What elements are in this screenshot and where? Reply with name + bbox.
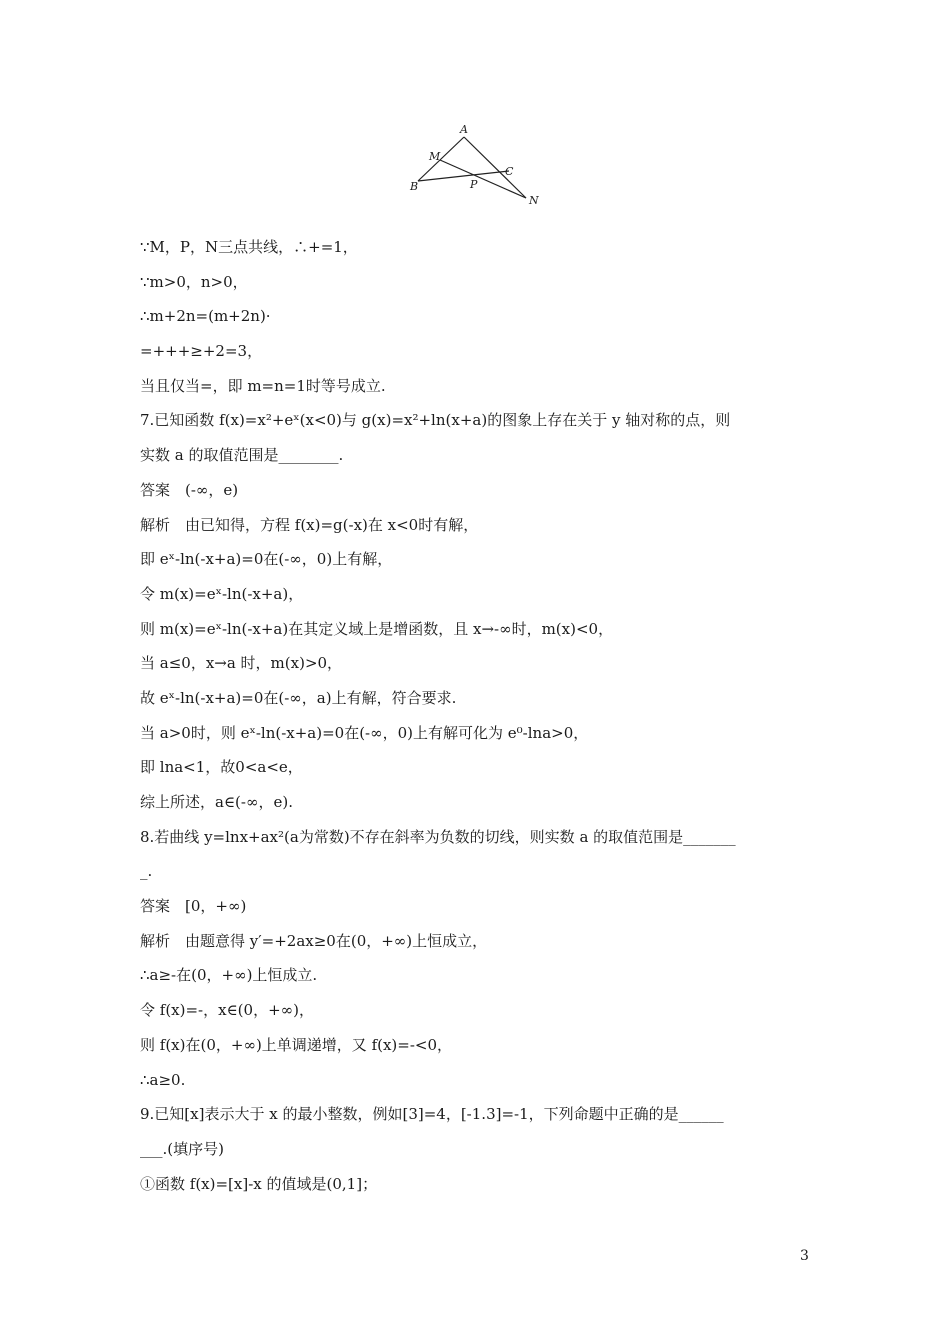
text-line: ∵M，P，N三点共线，∴+=1， <box>140 238 358 256</box>
label-B: B <box>410 180 419 193</box>
text-line: 即 lna<1，故0<a<e， <box>140 758 303 777</box>
label-C: C <box>505 165 514 178</box>
text-line: 当且仅当=，即 m=n=1时等号成立. <box>140 376 386 395</box>
triangle-diagram <box>405 118 555 210</box>
label-M: M <box>429 150 441 163</box>
text-line: ∵m>0，n>0， <box>140 272 248 291</box>
question-7: 7.已知函数 f(x)=x²+eˣ(x<0)与 g(x)=x²+ln(x+a)的图象上存在关于 y 轴对称的点，则 <box>140 411 731 430</box>
segment-AB <box>418 137 464 181</box>
text-line: 故 eˣ-ln(-x+a)=0在(-∞，a)上有解，符合要求. <box>140 688 457 707</box>
text-line: 当 a>0时，则 eˣ-ln(-x+a)=0在(-∞，0)上有解可化为 e⁰-lna>0， <box>140 723 589 742</box>
answer-7: 答案 (-∞，e) <box>140 480 239 499</box>
text-line: ①函数 f(x)=[x]-x 的值域是(0,1]； <box>140 1174 378 1193</box>
analysis-8: 解析 由题意得 y′=+2ax≥0在(0，+∞)上恒成立， <box>140 931 488 950</box>
document-body <box>140 230 820 1201</box>
question-9: 9.已知[x]表示大于 x 的最小整数，例如[3]=4，[-1.3]=-1，下列命题中正确的是______ <box>140 1105 724 1124</box>
answer-8: 答案 [0，+∞) <box>140 897 247 916</box>
segment-BC <box>418 171 509 181</box>
text-line: 即 eˣ-ln(-x+a)=0在(-∞，0)上有解， <box>140 550 393 569</box>
text-line: ∴a≥0. <box>140 1070 186 1089</box>
page-number: 3 <box>800 1248 809 1264</box>
text-line: 则 m(x)=eˣ-ln(-x+a)在其定义域上是增函数，且 x→-∞时，m(x)<0， <box>140 619 614 638</box>
question-8: 8.若曲线 y=lnx+ax²(a为常数)不存在斜率为负数的切线，则实数 a 的取值范围是_______ <box>140 827 736 846</box>
text-line: 令 f(x)=-，x∈(0，+∞)， <box>140 1001 314 1020</box>
text-line: ∴m+2n=(m+2n)· <box>140 307 271 326</box>
triangle-figure <box>405 118 555 210</box>
label-N: N <box>529 194 539 207</box>
text-line: 当 a≤0，x→a 时，m(x)>0， <box>140 654 343 673</box>
label-P: P <box>470 178 478 191</box>
text-line: _. <box>140 862 153 881</box>
text-line: 综上所述，a∈(-∞，e). <box>140 793 293 811</box>
label-A: A <box>460 123 468 136</box>
text-line: 令 m(x)=eˣ-ln(-x+a)， <box>140 584 304 603</box>
text-line: 实数 a 的取值范围是________. <box>140 446 344 465</box>
text-line: 则 f(x)在(0，+∞)上单调递增，又 f(x)=-<0， <box>140 1035 453 1054</box>
text-line: =+++≥+2=3， <box>140 342 263 361</box>
analysis-7: 解析 由已知得，方程 f(x)=g(-x)在 x<0时有解， <box>140 515 479 534</box>
text-line: ___.(填序号) <box>140 1139 224 1158</box>
text-line: ∴a≥-在(0，+∞)上恒成立. <box>140 966 318 985</box>
